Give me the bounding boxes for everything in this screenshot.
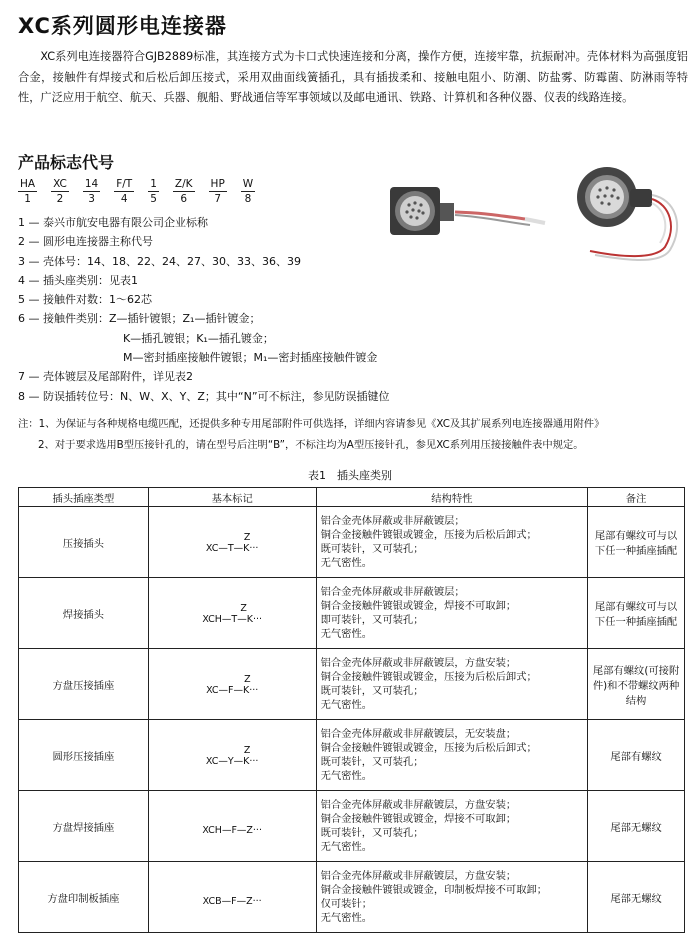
spec-line: 铜合金接触件镀银或镀金，焊接不可取卸；	[320, 600, 517, 612]
def-1: 1 — 泰兴市航安电器有限公司企业标称	[18, 216, 208, 229]
cell-type: 压接插头	[19, 507, 149, 578]
cell-type: 圆形压接插座	[19, 720, 149, 791]
code-index: 3	[88, 193, 95, 205]
cell-spec	[316, 507, 588, 578]
code-index: 8	[244, 193, 252, 205]
def-2: 2 — 圆形电连接器主称代号	[18, 235, 153, 249]
connector-type-table	[18, 487, 685, 933]
spec-line: 无气密性。	[320, 557, 373, 569]
spec-line: 铝合金壳体屏蔽或非屏蔽镀层，方盘安装；	[320, 657, 517, 669]
def-7: 7 — 壳体镀层及尾部附件，详见表2	[18, 370, 193, 384]
spec-line: 铜合金接触件镀银或镀金，压接为后松后卸式；	[320, 671, 537, 683]
def-5: 5 — 接触件对数：1～62芯	[18, 293, 152, 307]
cell-note: 尾部有螺纹	[588, 720, 685, 791]
cell-mark	[148, 720, 316, 791]
page-title: XC系列圆形电连接器	[18, 14, 227, 38]
cell-spec	[316, 791, 588, 862]
mark-superscript: Z	[243, 744, 251, 756]
cell-spec	[316, 649, 588, 720]
spec-line: 无气密性。	[320, 912, 373, 924]
table-header-row	[19, 488, 685, 507]
spec-line: 铜合金接触件镀银或镀金，印制板焊接不可取卸；	[320, 884, 548, 896]
cell-type: 焊接插头	[19, 578, 149, 649]
code-symbol: 1	[150, 178, 157, 190]
mark-code: XCB—F—Z···	[202, 896, 262, 907]
mark-superscript: Z	[240, 602, 247, 614]
header-note: 备注	[588, 488, 685, 507]
spec-line: 无气密性。	[320, 699, 373, 711]
cell-mark	[148, 791, 316, 862]
cell-spec	[316, 862, 588, 933]
cell-note: 尾部有螺纹(可接附件)和不带螺纹两种结构	[588, 649, 685, 720]
mark-code: XC—Y—K···	[205, 755, 259, 767]
spec-line: 铝合金壳体屏蔽或非屏蔽镀层，方盘安装；	[320, 799, 517, 811]
code-index: 6	[180, 193, 188, 205]
mark-code: XCH—T—K···	[202, 613, 263, 625]
mark-superscript: Z	[244, 673, 251, 685]
cell-note: 尾部无螺纹	[588, 862, 685, 933]
spec-line: 铝合金壳体屏蔽或非屏蔽镀层，方盘安装；	[320, 870, 517, 882]
code-breakdown	[18, 177, 269, 206]
cell-mark	[148, 507, 316, 578]
cell-note: 尾部有螺纹可与以下任一种插座插配	[588, 578, 685, 649]
def-6: 6 — 接触件类别：Z—插针镀银；Z₁—插针镀金；	[18, 312, 261, 326]
def-6-cont-2: M—密封插座接触件镀银；M₁—密封插座接触件镀金	[123, 351, 378, 365]
notes	[18, 414, 693, 456]
spec-line: 既可装针，又可装孔；	[320, 756, 424, 768]
code-definitions	[18, 213, 390, 406]
def-6-cont-1: K—插孔镀银；K₁—插孔镀金；	[123, 331, 274, 345]
section-title: 产品标志代号	[18, 153, 115, 172]
spec-line: 铝合金壳体屏蔽或非屏蔽镀层，无安装盘；	[320, 728, 517, 740]
note-1: 注：1、为保证与各种规格电缆匹配，还提供多种专用尾部附件可供选择，详细内容请参见《XC及其扩展系列电连接器通用附件》	[18, 418, 605, 430]
code-item	[241, 177, 255, 206]
header-spec: 结构特性	[316, 488, 588, 507]
spec-line: 既可装针，又可装孔；	[320, 543, 424, 555]
spec-line: 铜合金接触件镀银或镀金，焊接不可取卸；	[320, 813, 517, 825]
spec-line: 铜合金接触件镀银或镀金，压接为后松后卸式；	[320, 529, 537, 541]
spec-line: 即可装针，又可装孔；	[320, 614, 424, 626]
mark-code: XCH—F—Z···	[202, 825, 262, 836]
cell-mark	[148, 578, 316, 649]
code-symbol: HP	[210, 178, 225, 190]
def-8: 8 — 防误插转位号：N、W、X、Y、Z；其中“N”可不标注，参见防误插键位	[18, 389, 390, 403]
code-item	[51, 177, 69, 206]
code-symbol: W	[242, 178, 254, 190]
code-item	[114, 177, 134, 206]
spec-line: 仅可装针；	[320, 898, 373, 910]
mark-superscript: Z	[243, 531, 251, 543]
cell-mark	[148, 649, 316, 720]
code-symbol: 14	[84, 178, 99, 190]
code-symbol: Z/K	[174, 178, 193, 190]
code-index: 4	[120, 193, 128, 205]
cell-note: 尾部无螺纹	[588, 791, 685, 862]
code-item	[18, 177, 37, 206]
cell-type: 方盘压接插座	[19, 649, 149, 720]
cell-type: 方盘焊接插座	[19, 791, 149, 862]
header-mark: 基本标记	[148, 488, 316, 507]
code-index: 5	[150, 193, 157, 205]
spec-line: 铜合金接触件镀银或镀金，压接为后松后卸式；	[320, 742, 537, 754]
note-2: 2、对于要求选用B型压接针孔的，请在型号后注明“B”，不标注均为A型压接针孔，参见XC系列用压接接触件表中规定。	[38, 439, 584, 451]
header-type: 插头插座类型	[19, 488, 149, 507]
table-row	[19, 507, 685, 578]
cell-type: 方盘印制板插座	[19, 862, 149, 933]
code-symbol: XC	[53, 178, 67, 190]
table-row	[19, 649, 685, 720]
def-3: 3 — 壳体号：14、18、22、24、27、30、33、36、39	[18, 254, 301, 268]
code-index: 1	[24, 193, 31, 205]
table-row	[19, 862, 685, 933]
spec-line: 无气密性。	[320, 770, 373, 782]
code-index: 7	[214, 193, 221, 205]
code-symbol: F/T	[116, 178, 133, 190]
spec-line: 无气密性。	[320, 628, 373, 640]
cell-spec	[316, 578, 588, 649]
connector-photo	[385, 165, 695, 285]
cell-mark	[148, 862, 316, 933]
spec-line: 铝合金壳体屏蔽或非屏蔽镀层；	[320, 515, 465, 527]
table-caption: 表1 插头座类别	[308, 469, 392, 482]
code-index: 2	[56, 193, 64, 205]
mark-code: XC—F—K···	[206, 684, 259, 696]
code-item	[209, 177, 227, 206]
cell-spec	[316, 720, 588, 791]
code-symbol: HA	[20, 178, 36, 190]
spec-line: 既可装针，又可装孔；	[320, 827, 424, 839]
mark-code: XC—T—K···	[205, 542, 259, 554]
spec-line: 无气密性。	[320, 841, 373, 853]
code-item	[148, 177, 159, 206]
def-4: 4 — 插头座类别：见表1	[18, 273, 138, 287]
cell-note: 尾部有螺纹可与以下任一种插座插配	[588, 507, 685, 578]
table-row	[19, 791, 685, 862]
spec-line: 既可装针，又可装孔；	[320, 685, 424, 697]
intro-paragraph: XC系列电连接器符合GJB2889标准，其连接方式为卡口式快速连接和分离，操作方便，连接牢靠，抗振耐冲。壳体材料为高强度铝合金，接触件有焊接式和后松后卸压接式，采用双曲面线簧插孔，具有插拔柔和、接触电阻小、防潮、防盐雾、防霉菌、防淋雨等特性，广泛应用于航空、航天、兵器、舰船、野战通信等军事领域以及邮电通讯、铁路、计算机和各种仪器、仪表的线路连接。	[18, 50, 688, 104]
spec-line: 铝合金壳体屏蔽或非屏蔽镀层；	[320, 586, 465, 598]
table-row	[19, 720, 685, 791]
code-item	[83, 177, 100, 206]
code-item	[173, 177, 195, 206]
table-row	[19, 578, 685, 649]
